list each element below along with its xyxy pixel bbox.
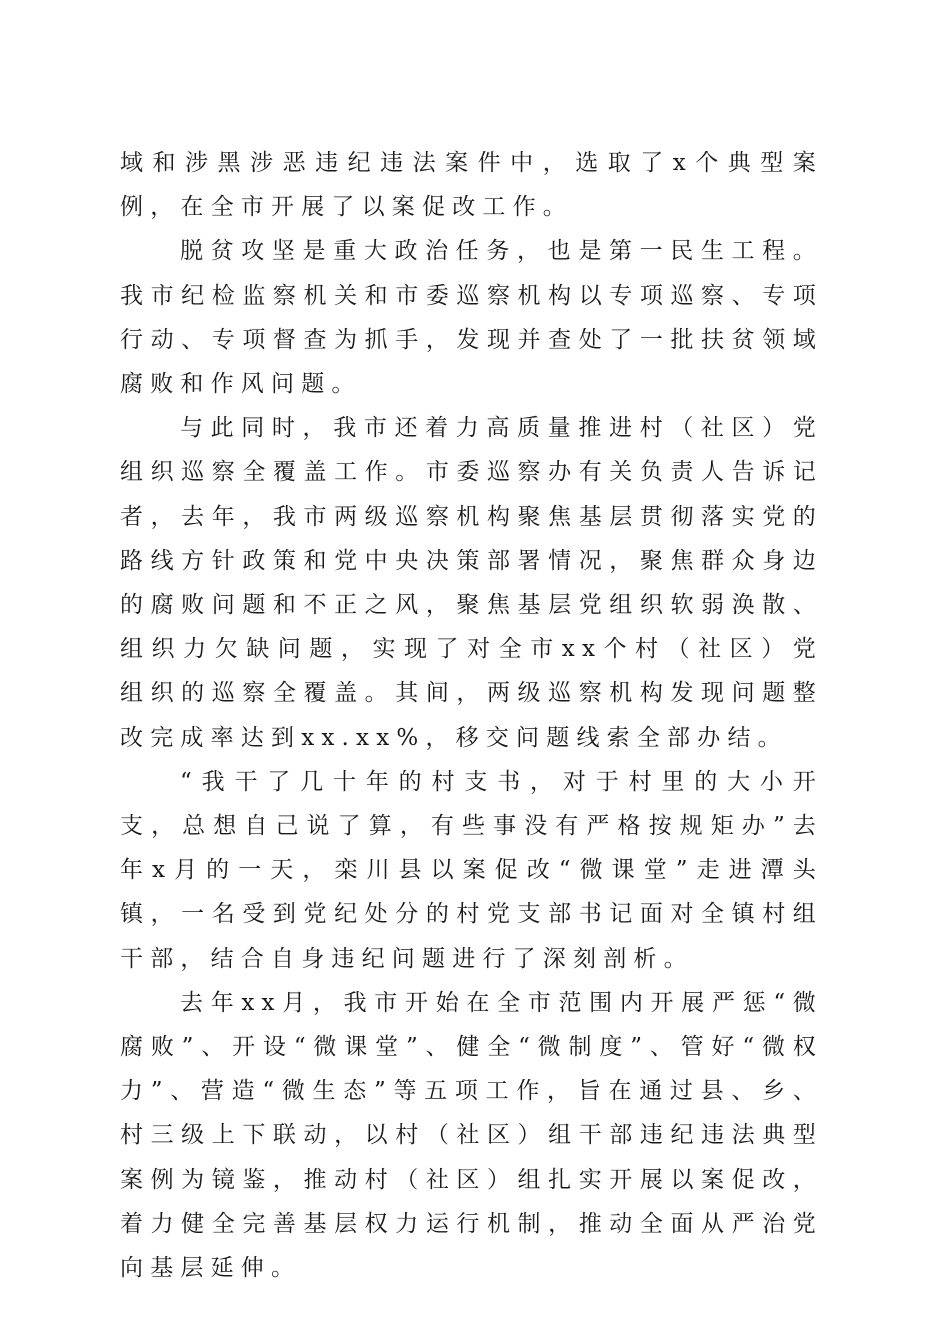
document-body — [120, 141, 823, 1290]
paragraph-poverty-alleviation: 脱贫攻坚是重大政治任务，也是第一民生工程。我市纪检监察机关和市委巡察机构以专项巡察、专项行动、专项督查为抓手，发现并查处了一批扶贫领域腐败和作风问题。 — [120, 238, 823, 398]
paragraph-inspection-coverage: 与此同时，我市还着力高质量推进村（社区）党组织巡察全覆盖工作。市委巡察办有关负责人告诉记者，去年，我市两级巡察机构聚焦基层贯彻落实党的路线方针政策和党中央决策部署情况，聚焦群众身边的腐败问题和不正之风，聚焦基层党组织软弱涣散、组织力欠缺问题，实现了对全市xx个村（社区）党组织的巡察全覆盖。其间，两级巡察机构发现问题整改完成率达到xx.xx%，移交问题线索全部办结。 — [120, 415, 823, 751]
paragraph-five-micro-works: 去年xx月，我市开始在全市范围内开展严惩“微腐败”、开设“微课堂”、健全“微制度”、管好“微权力”、营造“微生态”等五项工作，旨在通过县、乡、村三级上下联动，以村（社区）组干部违纪违法典型案例为镜鉴，推动村（社区）组扎实开展以案促改，着力健全完善基层权力运行机制，推动全面从严治党向基层延伸。 — [120, 989, 823, 1282]
paragraph-village-secretary-quote: “我干了几十年的村支书，对于村里的大小开支，总想自己说了算，有些事没有严格按规矩办”去年x月的一天，栾川县以案促改“微课堂”走进潭头镇，一名受到党纪处分的村党支部书记面对全镇村组干部，结合自身违纪问题进行了深刻剖析。 — [120, 768, 823, 972]
paragraph-case-selection: 域和涉黑涉恶违纪违法案件中，选取了x个典型案例，在全市开展了以案促改工作。 — [120, 150, 823, 221]
